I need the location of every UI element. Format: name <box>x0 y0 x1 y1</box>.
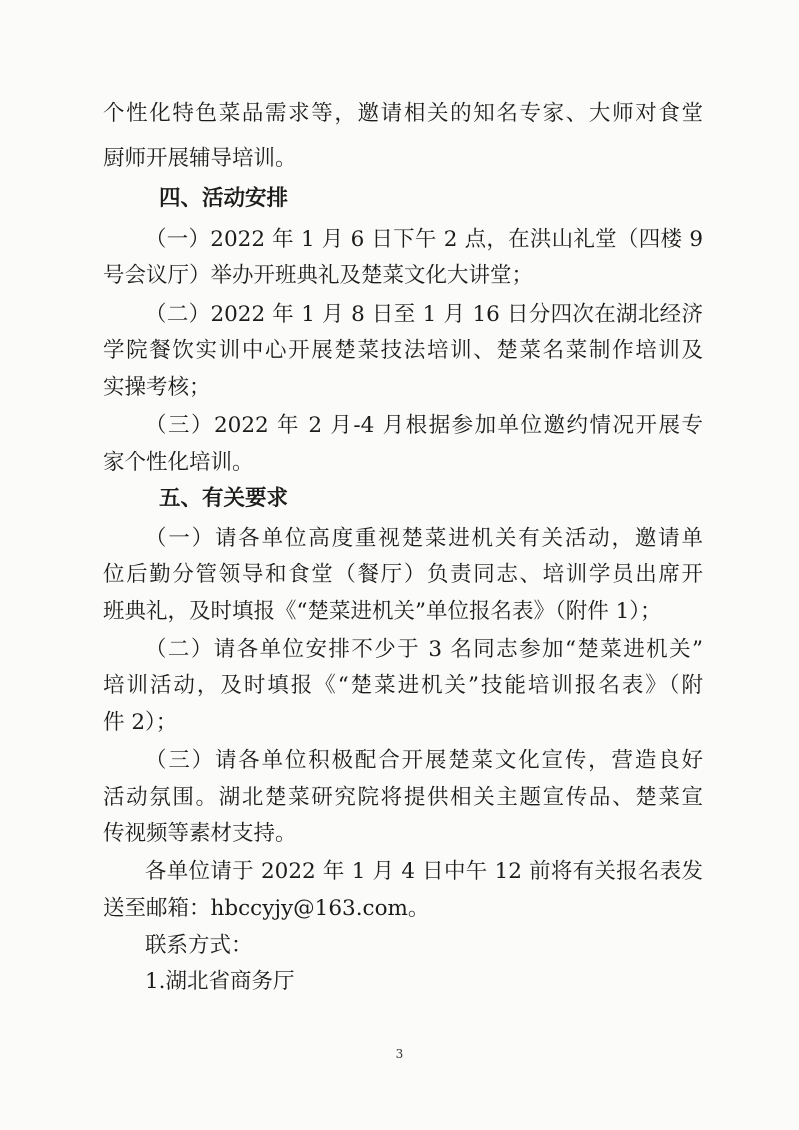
section-heading-5: 五、有关要求 <box>159 486 289 511</box>
body-text-line: （三）2022 年 2 月-4 月根据参加单位邀约情况开展专 <box>145 413 703 438</box>
body-text-line: 厨师开展辅导培训。 <box>103 146 297 171</box>
body-text-line: 件 2）； <box>103 710 178 735</box>
body-text-line: 培训活动，及时填报《“楚菜进机关”技能培训报名表》（附 <box>103 673 703 698</box>
body-text-line: 活动氛围。湖北楚菜研究院将提供相关主题宣传品、楚菜宣 <box>103 785 703 810</box>
section-heading-4: 四、活动安排 <box>159 186 289 211</box>
contact-item: 1.湖北省商务厅 <box>145 969 295 994</box>
body-text-line: 学院餐饮实训中心开展楚菜技法培训、楚菜名菜制作培训及 <box>103 338 703 363</box>
page-number: 3 <box>395 1047 404 1061</box>
contact-label: 联系方式： <box>145 933 253 958</box>
body-text-line: 实操考核； <box>103 375 211 400</box>
email-line: 送至邮箱：hbccyjy@163.com。 <box>103 896 430 921</box>
body-text-line: （三）请各单位积极配合开展楚菜文化宣传，营造良好 <box>145 748 703 773</box>
body-text-line: （一）2022 年 1 月 6 日下午 2 点，在洪山礼堂（四楼 9 <box>145 227 703 252</box>
body-text-line: （二）请各单位安排不少于 3 名同志参加“楚菜进机关” <box>145 637 703 662</box>
body-text-line: 家个性化培训。 <box>103 450 254 475</box>
body-text-line: 号会议厅）举办开班典礼及楚菜文化大讲堂； <box>103 263 534 288</box>
body-text-line: 各单位请于 2022 年 1 月 4 日中午 12 前将有关报名表发 <box>145 859 703 884</box>
body-text-line: 位后勤分管领导和食堂（餐厅）负责同志、培训学员出席开 <box>103 562 703 587</box>
body-text-line: （二）2022 年 1 月 8 日至 1 月 16 日分四次在湖北经济 <box>145 302 703 327</box>
body-text-line: （一）请各单位高度重视楚菜进机关有关活动，邀请单 <box>145 526 703 551</box>
body-text-line: 班典礼，及时填报《“楚菜进机关”单位报名表》（附件 1）； <box>103 599 662 624</box>
body-text-line: 个性化特色菜品需求等，邀请相关的知名专家、大师对食堂 <box>103 101 703 126</box>
body-text-line: 传视频等素材支持。 <box>103 821 297 846</box>
